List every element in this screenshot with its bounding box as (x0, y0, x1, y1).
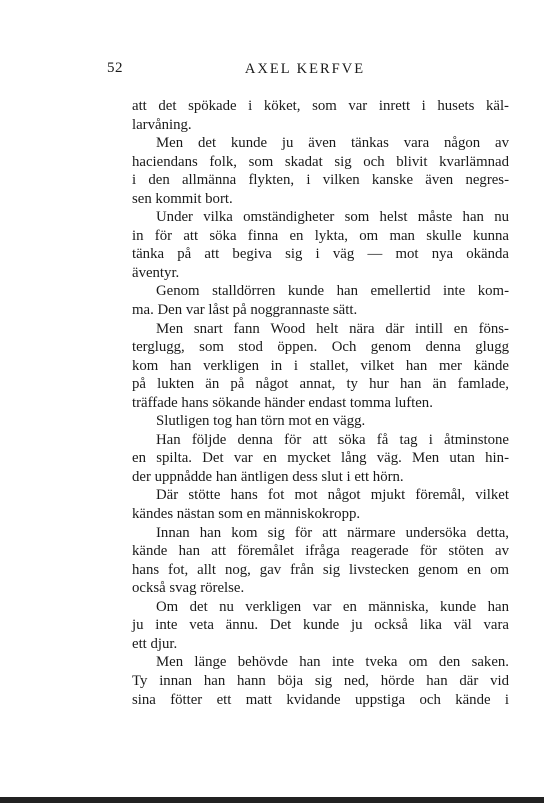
text-line: sen kommit bort. (132, 190, 233, 207)
text-line: Om det nu verkligen var en människa, kunde han (156, 598, 509, 615)
paragraph (108, 431, 509, 487)
paragraph (108, 412, 509, 431)
text-line: Där stötte hans fot mot något mjukt föremål, vilket (156, 487, 509, 504)
text-line: på lukten än på något annat, ty hur han än famlade, (132, 376, 509, 393)
page-number: 52 (107, 60, 123, 76)
paragraph (108, 486, 509, 523)
paragraph (108, 653, 509, 709)
text-line: träffade hans sökande händer endast tomma luften. (132, 394, 433, 411)
text-line: Genom stalldörren kunde han emellertid inte kom- (156, 283, 509, 300)
text-line: Men det kunde ju även tänkas vara någon av (156, 135, 509, 152)
text-line: Ty innan han hann böja sig ned, hörde han där vid (132, 672, 509, 689)
text-line: ju inte veta ännu. Det kunde ju också lika väl vara (132, 617, 509, 634)
text-line: äventyr. (132, 264, 180, 281)
text-line: Men länge behövde han inte tveka om den saken. (156, 654, 509, 671)
text-line: haciendans folk, som skadat sig och blivit kvarlämnad (132, 153, 509, 170)
text-line: Han följde denna för att söka få tag i åtminstone (156, 431, 509, 448)
page-bottom-edge (0, 797, 544, 803)
body-text (108, 97, 509, 709)
paragraph (108, 282, 509, 319)
text-line: in för att söka finna en lykta, om man skulle kunna (132, 227, 509, 244)
text-line: i den allmänna flykten, i vilken kanske även negres- (132, 172, 509, 189)
text-line: Under vilka omständigheter som helst måste han nu (156, 209, 509, 226)
paragraph (108, 208, 509, 282)
paragraph (108, 598, 509, 654)
text-line: ett djur. (132, 635, 178, 652)
paragraph (108, 524, 509, 598)
text-line: der uppnådde han äntligen dess slut i ett hörn. (132, 468, 404, 485)
paragraph (108, 320, 509, 413)
text-line: kändes nästan som en människokropp. (132, 506, 361, 523)
text-line: ma. Den var låst på noggrannaste sätt. (132, 302, 358, 319)
text-line: larvåning. (132, 116, 192, 133)
text-line: Innan han kom sig för att närmare undersöka detta, (156, 524, 509, 541)
text-line: kände han att föremålet ifråga reagerade för stöten av (132, 543, 509, 560)
text-line: Men snart fann Wood helt nära där intill en föns- (156, 320, 509, 337)
text-line: tänka på att begiva sig i väg — mot nya okända (132, 246, 509, 263)
paragraph (108, 134, 509, 208)
text-line: Slutligen tog han törn mot en vägg. (156, 413, 366, 430)
text-line: kom han verkligen in i stallet, vilket han mer kände (132, 357, 509, 374)
text-line: terglugg, som stod öppen. Och genom denna glugg (132, 339, 509, 356)
paragraph (108, 97, 509, 134)
text-line: hans fot, allt nog, gav från sig livstecken genom en om (132, 561, 509, 578)
text-line: också svag rörelse. (132, 580, 245, 597)
text-line: sina fötter ett matt kvidande uppstiga och kände i (132, 691, 509, 708)
running-head: AXEL KERFVE (244, 61, 366, 77)
text-line: en spilta. Det var en mycket lång väg. Men utan hin- (132, 450, 509, 467)
text-line: att det spökade i köket, som var inrett i husets käl- (132, 98, 509, 114)
